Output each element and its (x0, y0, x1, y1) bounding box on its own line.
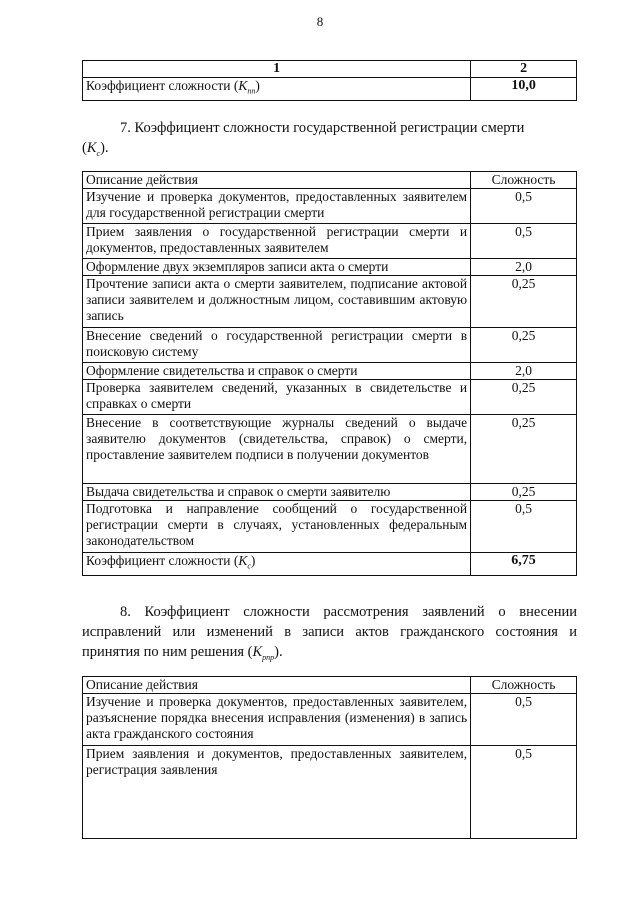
row-complexity: 0,5 (471, 189, 577, 224)
row-complexity: 0,5 (471, 224, 577, 259)
row-complexity: 0,25 (471, 484, 577, 501)
table-total-row (83, 553, 577, 576)
row-complexity: 0,25 (471, 415, 577, 484)
row-description: Внесение в соответствующие журналы сведений о выдаче заявителю документов (свидетельства, справок) о смерти, проставление заявителем подписи в получении документов (83, 415, 471, 484)
table-header-complexity: Сложность (471, 172, 577, 189)
table-row (83, 380, 577, 415)
table-header-complexity: Сложность (471, 677, 577, 694)
table-row (83, 415, 577, 484)
section-7-heading: 7. Коэффициент сложности государственной регистрации смерти $(K_с)$. (82, 120, 525, 158)
top-table-row-label: Коэффициент сложности $(K_{пп})$ (83, 78, 471, 101)
row-description: Оформление двух экземпляров записи акта о смерти (83, 259, 471, 276)
top-table (82, 60, 577, 101)
section-7-table (82, 171, 577, 576)
row-description: Изучение и проверка документов, предоставленных заявителем для государственной регистрации смерти (83, 189, 471, 224)
row-description: Проверка заявителем сведений, указанных в свидетельстве и справках о смерти (83, 380, 471, 415)
row-description: Подготовка и направление сообщений о государственной регистрации смерти в случаях, установленных федеральным законодательством (83, 501, 471, 553)
row-complexity: 2,0 (471, 363, 577, 380)
total-label: Коэффициент сложности $(K_с)$ (83, 553, 471, 576)
row-description: Прочтение записи акта о смерти заявителем, подписание актовой записи заявителем и должностным лицом, составившим актовую запись (83, 276, 471, 328)
row-complexity: 0,5 (471, 501, 577, 553)
table-row (83, 694, 577, 746)
row-description: Изучение и проверка документов, предоставленных заявителем, разъяснение порядка внесения исправления (изменения) в запись акта гражданского состояния (83, 694, 471, 746)
table-row (83, 746, 577, 839)
page-number: 8 (316, 14, 324, 29)
row-complexity: 2,0 (471, 259, 577, 276)
top-table-row-value: 10,0 (471, 78, 577, 101)
row-complexity: 0,25 (471, 328, 577, 363)
table-row (83, 224, 577, 259)
table-row (83, 276, 577, 328)
top-table-header-col1: 1 (83, 61, 471, 78)
row-description: Внесение сведений о государственной регистрации смерти в поисковую систему (83, 328, 471, 363)
table-row (83, 363, 577, 380)
row-complexity: 0,25 (471, 276, 577, 328)
section-8-table (82, 676, 577, 839)
table-row (83, 189, 577, 224)
row-description: Оформление свидетельства и справок о смерти (83, 363, 471, 380)
table-header-description: Описание действия (83, 677, 471, 694)
table-row (83, 328, 577, 363)
row-description: Прием заявления о государственной регистрации смерти и документов, предоставленных заявителем (83, 224, 471, 259)
row-description: Прием заявления и документов, предоставленных заявителем, регистрация заявления (83, 746, 471, 839)
total-value: 6,75 (471, 553, 577, 576)
row-description: Выдача свидетельства и справок о смерти заявителю (83, 484, 471, 501)
row-complexity: 0,5 (471, 694, 577, 746)
table-header-description: Описание действия (83, 172, 471, 189)
table-row (83, 501, 577, 553)
table-row (83, 259, 577, 276)
top-table-header-col2: 2 (471, 61, 577, 78)
row-complexity: 0,25 (471, 380, 577, 415)
table-row (83, 484, 577, 501)
row-complexity: 0,5 (471, 746, 577, 839)
section-8-heading: 8. Коэффициент сложности рассмотрения заявлений о внесении исправлений или изменений в записи актов гражданского состояния и принятия по ним решения $(K_{рпр})$. (82, 604, 577, 662)
